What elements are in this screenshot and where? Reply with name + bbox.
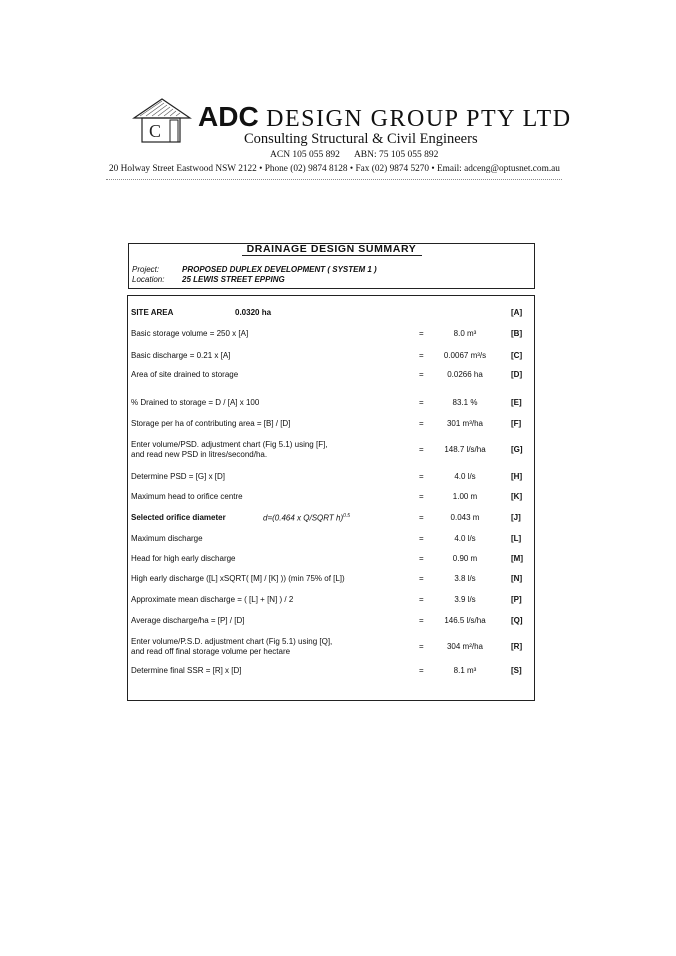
table-row (128, 616, 534, 630)
row-label: Determine final SSR = [R] x [D] (131, 666, 242, 675)
row-ref: [K] (511, 492, 523, 501)
row-label: Enter volume/P.S.D. adjustment chart (Fig 5.1) using [Q], (131, 637, 333, 646)
company-name: ADC DESIGN GROUP PTY LTD (198, 101, 572, 132)
table-row (128, 534, 534, 548)
row-value: 1.00 m (452, 492, 478, 501)
row-value: 146.5 l/s/ha (444, 616, 486, 625)
row-label: Determine PSD = [G] x [D] (131, 472, 226, 481)
row-label: % Drained to storage = D / [A] x 100 (131, 398, 260, 407)
row-label: Average discharge/ha = [P] / [D] (131, 616, 245, 625)
row-value: 304 m²/ha (446, 642, 484, 651)
table-row (128, 595, 534, 609)
equals-sign: = (419, 554, 424, 563)
table-row (128, 351, 534, 365)
row-label: Basic discharge = 0.21 x [A] (131, 351, 231, 360)
company-registration: ACN 105 055 892 ABN: 75 105 055 892 (270, 150, 439, 160)
table-row (128, 554, 534, 568)
equals-sign: = (419, 351, 424, 360)
row-ref: [G] (511, 445, 523, 454)
company-address: 20 Holway Street Eastwood NSW 2122 • Phone (02) 9874 8128 • Fax (02) 9874 5270 • Email: adceng@optusnet.com.au (109, 164, 560, 174)
equals-sign: = (419, 419, 424, 428)
row-value: 0.0266 ha (447, 370, 483, 379)
table-row (128, 419, 534, 433)
equals-sign: = (419, 329, 424, 338)
row-label: High early discharge ([L] xSQRT( [M] / [K] )) (min 75% of [L]) (131, 574, 345, 583)
row-ref: [Q] (511, 616, 523, 625)
row-label: Head for high early discharge (131, 554, 236, 563)
project-label: Project: (132, 265, 160, 274)
row-ref: [A] (511, 308, 523, 317)
row-value: 4.0 l/s (454, 534, 476, 543)
svg-text:C: C (149, 121, 162, 141)
row-value: 4.0 l/s (454, 472, 476, 481)
equals-sign: = (419, 370, 424, 379)
row-value: 3.8 l/s (454, 574, 476, 583)
row-label: Basic storage volume = 250 x [A] (131, 329, 249, 338)
table-row (128, 574, 534, 588)
table-row (128, 472, 534, 486)
summary-title: DRAINAGE DESIGN SUMMARY (129, 243, 534, 256)
row-value: 8.1 m³ (453, 666, 477, 675)
table-row (128, 398, 534, 412)
row-value: 0.043 m (450, 513, 480, 522)
row-value: 0.90 m (452, 554, 478, 563)
house-logo-icon (132, 96, 194, 144)
row-ref: [F] (511, 419, 522, 428)
row-label: Enter volume/PSD. adjustment chart (Fig 5.1) using [F], (131, 440, 328, 449)
row-value: 0.0067 m³/s (443, 351, 487, 360)
equals-sign: = (419, 445, 424, 454)
row-label: Storage per ha of contributing area = [B] / [D] (131, 419, 291, 428)
location-value: 25 LEWIS STREET EPPING (182, 275, 285, 284)
row-label-line2: and read off final storage volume per hectare (131, 647, 291, 656)
table-row (128, 308, 534, 322)
row-label: Selected orifice diameter (131, 513, 226, 522)
project-value: PROPOSED DUPLEX DEVELOPMENT ( SYSTEM 1 ) (182, 265, 377, 274)
table-row (128, 492, 534, 506)
row-label-line2: and read new PSD in litres/second/ha. (131, 450, 268, 459)
equals-sign: = (419, 513, 424, 522)
row-ref: [E] (511, 398, 522, 407)
equals-sign: = (419, 616, 424, 625)
site-area-value: 0.0320 ha (235, 308, 272, 317)
table-row (128, 329, 534, 343)
row-ref: [H] (511, 472, 523, 481)
equals-sign: = (419, 472, 424, 481)
equals-sign: = (419, 666, 424, 675)
row-ref: [M] (511, 554, 523, 563)
equals-sign: = (419, 398, 424, 407)
equals-sign: = (419, 534, 424, 543)
row-ref: [N] (511, 574, 523, 583)
row-ref: [D] (511, 370, 523, 379)
orifice-formula: d=(0.464 x Q/SQRT h)$^{0.5}$ (263, 513, 351, 523)
row-value: 3.9 l/s (454, 595, 476, 604)
table-row (128, 666, 534, 680)
row-value: 8.0 m³ (453, 329, 477, 338)
equals-sign: = (419, 574, 424, 583)
row-ref: [R] (511, 642, 523, 651)
calculation-table (127, 295, 535, 701)
row-label: Area of site drained to storage (131, 370, 239, 379)
equals-sign: = (419, 595, 424, 604)
location-label: Location: (132, 275, 165, 284)
row-ref: [L] (511, 534, 522, 543)
row-value: 301 m³/ha (446, 419, 484, 428)
row-value: 83.1 % (452, 398, 478, 407)
row-label: Maximum head to orifice centre (131, 492, 243, 501)
row-ref: [P] (511, 595, 522, 604)
row-ref: [C] (511, 351, 523, 360)
table-row (128, 637, 534, 656)
equals-sign: = (419, 492, 424, 501)
row-value: 148.7 l/s/ha (444, 445, 486, 454)
row-label: Maximum discharge (131, 534, 203, 543)
table-row (128, 440, 534, 459)
summary-header-box (128, 243, 535, 289)
site-area-label: SITE AREA (131, 308, 174, 317)
equals-sign: = (419, 642, 424, 651)
table-row (128, 513, 534, 527)
row-ref: [B] (511, 329, 523, 338)
row-ref: [J] (511, 513, 521, 522)
row-ref: [S] (511, 666, 522, 675)
company-subtitle: Consulting Structural & Civil Engineers (244, 131, 478, 147)
table-row (128, 370, 534, 384)
letterhead-divider (106, 179, 562, 180)
row-label: Approximate mean discharge = ( [L] + [N] ) / 2 (131, 595, 294, 604)
